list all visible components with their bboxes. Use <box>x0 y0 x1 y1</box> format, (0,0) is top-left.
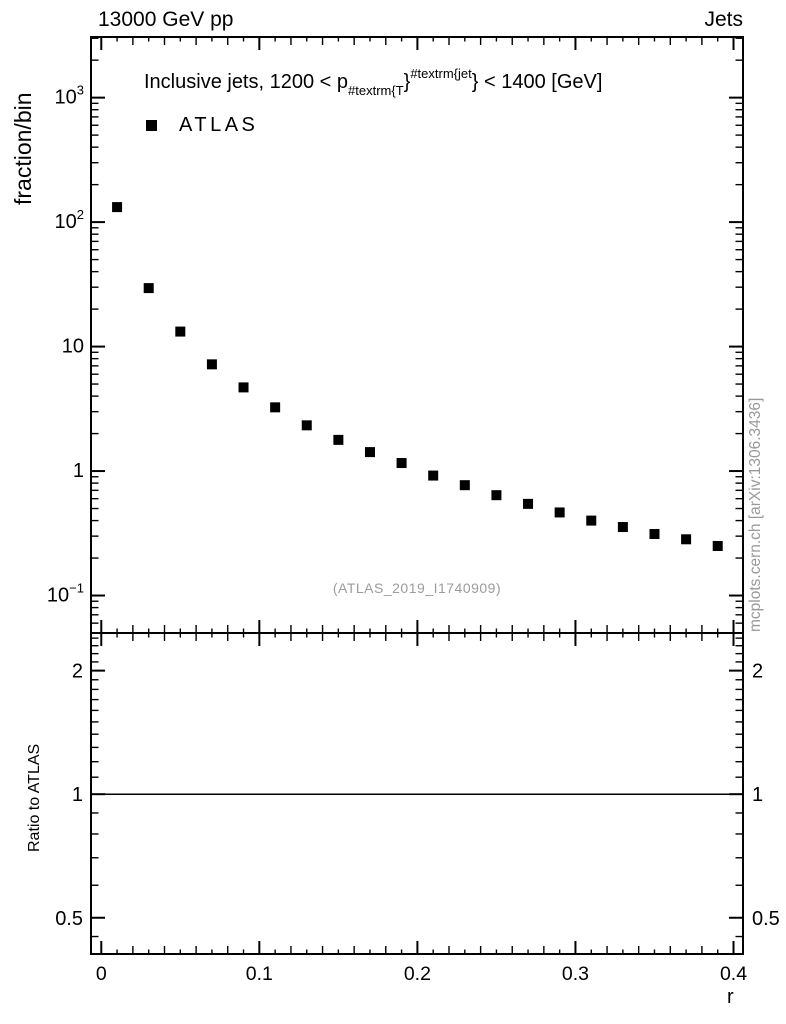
x-axis-title: r <box>727 986 734 1008</box>
legend-label: ATLAS <box>179 113 259 136</box>
process-label: Jets <box>704 8 743 31</box>
panel-title-subscript: #textrm{T <box>348 83 404 98</box>
data-point-marker <box>302 420 312 430</box>
data-point-marker <box>713 541 723 551</box>
y-axis-title-main: fraction/bin <box>10 92 36 205</box>
data-point-marker <box>491 490 501 500</box>
panel-title-brace2: } <box>471 71 479 93</box>
data-point-marker <box>555 507 565 517</box>
ratio-y-tick-label-right: 2 <box>752 660 764 683</box>
data-point-marker <box>586 516 596 526</box>
filled-square-marker-icon <box>146 120 157 131</box>
data-point-marker <box>649 529 659 539</box>
beam-energy-label: 13000 GeV pp <box>98 8 234 31</box>
data-point-marker <box>112 202 122 212</box>
data-point-marker <box>681 534 691 544</box>
ratio-y-tick-label-left: 2 <box>71 660 83 683</box>
y-tick-label: $10^2$ <box>54 207 84 234</box>
ratio-y-tick-label-right: 1 <box>752 784 764 807</box>
data-point-marker <box>618 522 628 532</box>
data-point-marker <box>397 458 407 468</box>
y-tick-label: 10 <box>61 335 84 358</box>
data-point-marker <box>144 283 154 293</box>
panel-title-text: Inclusive jets, 1200 < p <box>144 71 349 93</box>
data-point-marker <box>207 359 217 369</box>
data-point-marker <box>270 402 280 412</box>
data-point-marker <box>523 499 533 509</box>
x-tick-label: 0 <box>95 963 107 985</box>
ratio-y-tick-label-left: 1 <box>71 784 83 807</box>
y-axis-title-ratio: Ratio to ATLAS <box>26 743 43 852</box>
ratio-y-tick-label-left: 0.5 <box>55 907 83 930</box>
x-tick-label: 0.4 <box>719 963 748 985</box>
y-tick-label: $10^{-1}$ <box>46 580 84 607</box>
data-point-marker <box>428 471 438 481</box>
y-tick-label: 1 <box>72 460 84 483</box>
panel-title-superscript: #textrm{jet <box>410 66 472 81</box>
legend <box>146 114 258 136</box>
y-tick-label: $10^3$ <box>54 82 84 109</box>
data-point-marker <box>460 480 470 490</box>
data-point-marker <box>239 382 249 392</box>
x-tick-label: 0.2 <box>403 963 431 985</box>
panel-title <box>144 66 602 98</box>
analysis-id-watermark: (ATLAS_2019_I1740909) <box>332 580 502 596</box>
panel-title-tail: < 1400 [GeV] <box>478 71 603 93</box>
data-point-marker <box>365 447 375 457</box>
data-point-marker <box>333 435 343 445</box>
data-point-marker <box>175 327 185 337</box>
ratio-y-tick-label-right: 0.5 <box>752 907 780 930</box>
mcplots-side-note: mcplots.cern.ch [arXiv:1306.3436] <box>747 397 764 632</box>
x-tick-label: 0.3 <box>561 963 590 985</box>
panel-title-brace1: } <box>403 71 411 93</box>
x-tick-label: 0.1 <box>245 963 273 985</box>
